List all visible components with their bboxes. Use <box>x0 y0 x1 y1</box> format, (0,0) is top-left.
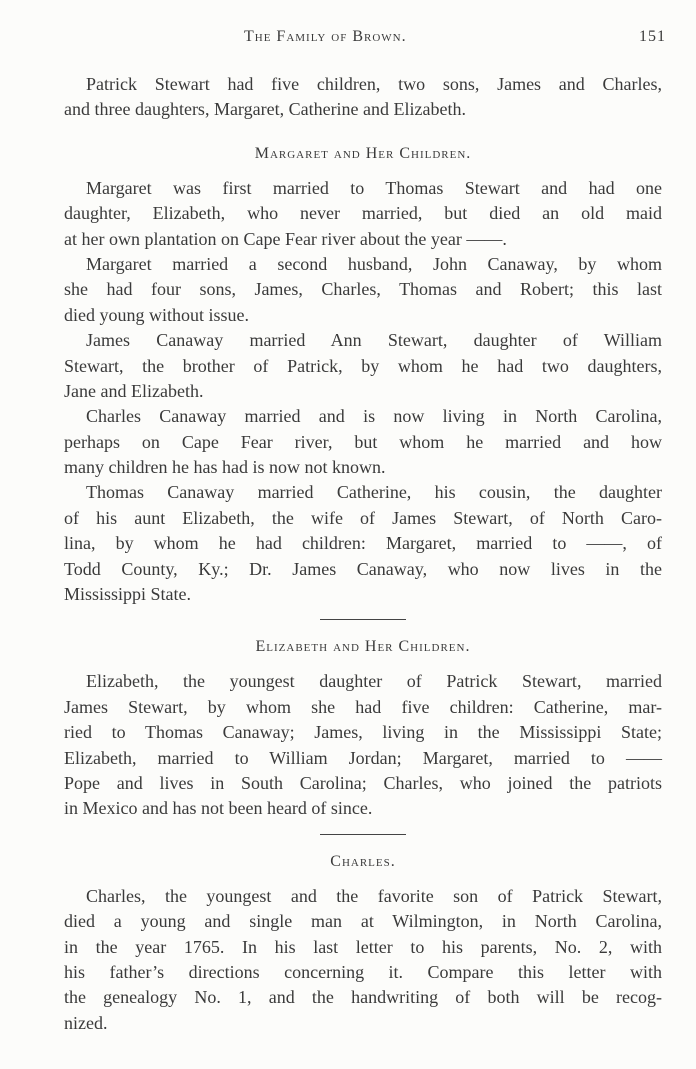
text-line: in Mexico and has not been heard of since. <box>64 798 373 819</box>
text-line: Patrick Stewart had five children, two sons, James and Charles, <box>86 74 662 94</box>
paragraph <box>64 480 662 607</box>
text-line: perhaps on Cape Fear river, but whom he married and how <box>64 431 662 452</box>
text-line: Mississippi State. <box>64 584 192 605</box>
text-line: lina, by whom he had children: Margaret, married to ——, of <box>64 533 662 554</box>
section-heading: Elizabeth and Her Children. <box>255 638 471 656</box>
text-line: nized. <box>64 1012 108 1033</box>
text-line: of his aunt Elizabeth, the wife of James Stewart, of North Caro- <box>64 507 662 528</box>
text-line: Elizabeth, the youngest daughter of Patrick Stewart, married <box>86 671 662 692</box>
text-line: Margaret married a second husband, John Canaway, by whom <box>86 253 662 274</box>
text-line: James Canaway married Ann Stewart, daughter of William <box>86 330 662 351</box>
text-line: ried to Thomas Canaway; James, living in the Mississippi State; <box>64 722 662 743</box>
paragraph <box>64 884 662 1036</box>
text-line: the genealogy No. 1, and the handwriting of both will be recog- <box>64 987 662 1008</box>
text-line: Elizabeth, married to William Jordan; Margaret, married to —— <box>64 747 662 768</box>
text-line: Charles, the youngest and the favorite son of Patrick Stewart, <box>86 885 662 906</box>
paragraph <box>64 328 662 404</box>
running-head-title: The Family of Brown. <box>244 28 407 45</box>
text-line: daughter, Elizabeth, who never married, but died an old maid <box>64 203 662 224</box>
section-heading: Margaret and Her Children. <box>254 144 472 162</box>
paragraph <box>64 176 662 252</box>
page-number: 151 <box>639 28 666 45</box>
running-head <box>64 28 666 52</box>
page-body <box>64 72 662 1036</box>
text-line: Jane and Elizabeth. <box>64 380 204 401</box>
text-line: Pope and lives in South Carolina; Charles, who joined the patriots <box>64 772 662 793</box>
text-line: Margaret was first married to Thomas Stewart and had one <box>86 177 662 198</box>
text-line: Todd County, Ky.; Dr. James Canaway, who now lives in the <box>64 558 662 579</box>
text-line: at her own plantation on Cape Fear river about the year ——. <box>64 228 507 249</box>
text-line: Stewart, the brother of Patrick, by whom he had two daughters, <box>64 355 662 376</box>
text-line: she had four sons, James, Charles, Thomas and Robert; this last <box>64 279 662 300</box>
text-line: in the year 1765. In his last letter to his parents, No. 2, with <box>64 936 662 957</box>
section-heading: Charles. <box>330 852 396 870</box>
text-line: and three daughters, Margaret, Catherine and Elizabeth. <box>64 99 467 120</box>
text-line: died a young and single man at Wilmington, in North Carolina, <box>64 911 662 932</box>
text-line: his father’s directions concerning it. Compare this letter with <box>64 961 662 982</box>
text-line: many children he has had is now not known. <box>64 457 386 478</box>
paragraph <box>64 72 662 123</box>
text-line: Charles Canaway married and is now living in North Carolina, <box>86 406 662 427</box>
text-line: died young without issue. <box>64 304 249 325</box>
paragraph <box>64 404 662 480</box>
paragraph <box>64 669 662 821</box>
paragraph <box>64 252 662 328</box>
text-line: James Stewart, by whom she had five children: Catherine, mar- <box>64 696 662 717</box>
text-line: Thomas Canaway married Catherine, his cousin, the daughter <box>86 482 662 503</box>
section-divider <box>320 834 406 835</box>
section-divider <box>320 619 406 620</box>
